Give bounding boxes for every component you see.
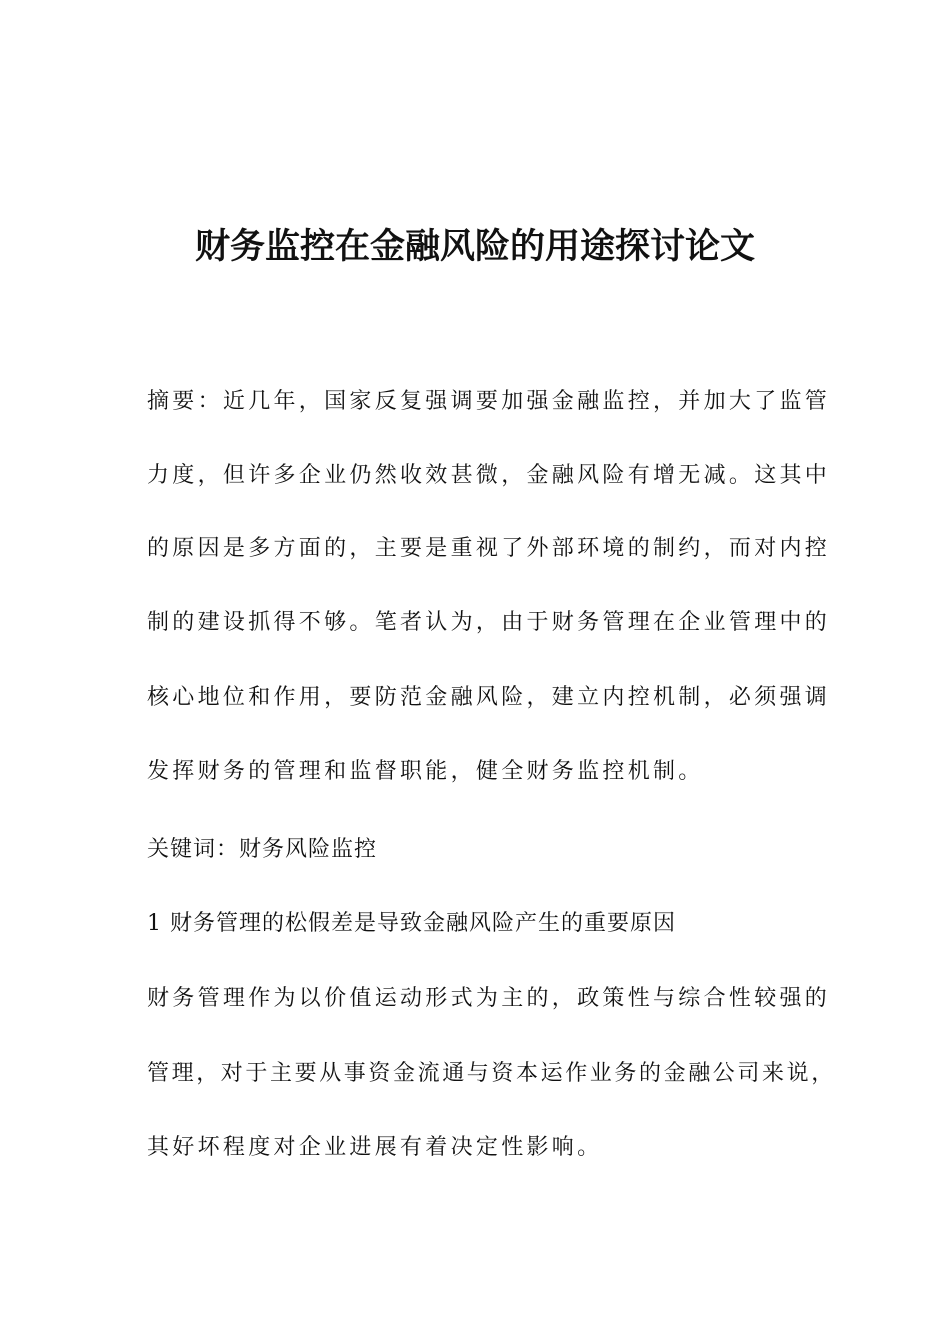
abstract-line-4: 制的建设抓得不够。笔者认为，由于财务管理在企业管理中的 [147, 610, 831, 635]
abstract-line-1: 摘要：近几年，国家反复强调要加强金融监控，并加大了监管 [147, 389, 831, 414]
keywords-line: 关键词：财务风险监控 [147, 837, 378, 862]
abstract-line-3: 的原因是多方面的，主要是重视了外部环境的制约，而对内控 [147, 536, 831, 561]
abstract-line-2: 力度，但许多企业仍然收效甚微，金融风险有增无减。这其中 [147, 463, 831, 488]
abstract-line-6: 发挥财务的管理和监督职能，健全财务监控机制。 [147, 759, 704, 784]
section-line-1: 财务管理作为以价值运动形式为主的，政策性与综合性较强的 [147, 986, 831, 1011]
section-heading: 1 财务管理的松假差是导致金融风险产生的重要原因 [147, 911, 676, 936]
section-line-3: 其好坏程度对企业进展有着决定性影响。 [147, 1135, 603, 1160]
document-title: 财务监控在金融风险的用途探讨论文 [194, 227, 755, 267]
abstract-line-5: 核心地位和作用，要防范金融风险，建立内控机制，必须强调 [147, 685, 831, 710]
section-line-2: 管理，对于主要从事资金流通与资本运作业务的金融公司来说， [147, 1061, 836, 1086]
